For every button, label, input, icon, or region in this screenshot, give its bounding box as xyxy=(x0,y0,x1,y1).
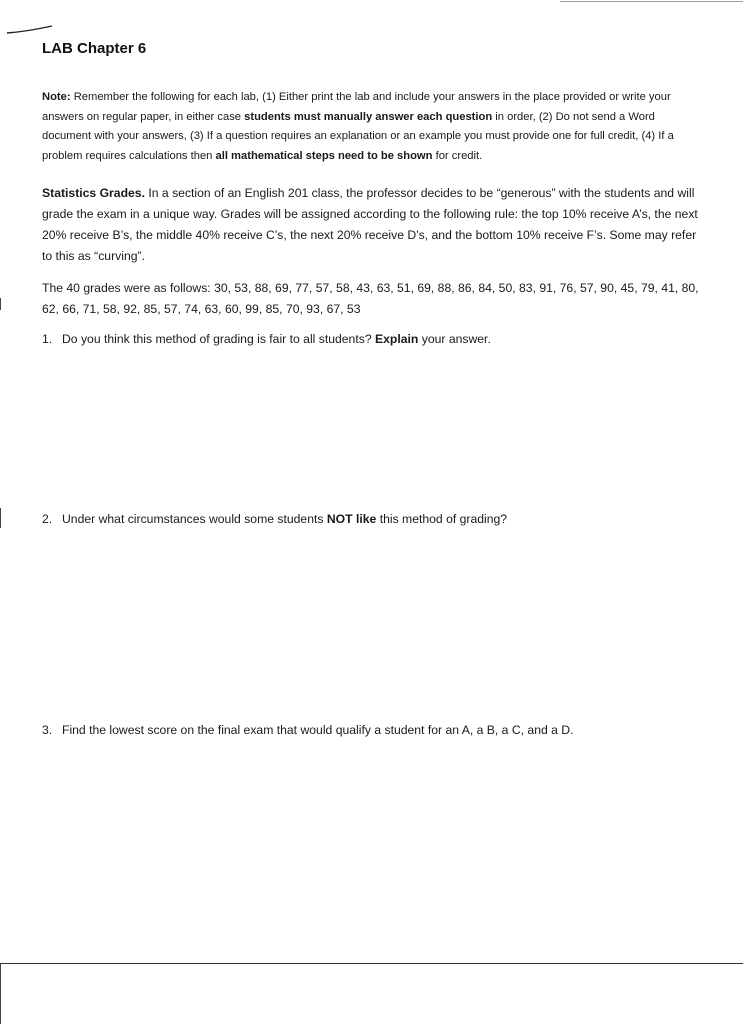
question-text: this method of grading? xyxy=(376,512,508,526)
question-emphasis: Explain xyxy=(374,332,419,346)
scan-edge-line xyxy=(560,1,743,2)
question-number: 2. xyxy=(42,512,53,526)
problem-intro xyxy=(42,183,702,267)
note-emphasis: all mathematical steps need to be shown xyxy=(215,149,433,162)
question-3 xyxy=(42,721,574,739)
question-emphasis: NOT like xyxy=(326,512,377,526)
intro-label: Statistics Grades. xyxy=(42,186,145,200)
intro-text: In a section of an English 201 class, the professor decides to be “generous” with the students and will grade the exam in a unique way. Grades will be assigned according to the following rule: the top 10% receive A’s, the next 20% receive B’s, the middle 40% receive C’s, the next 20% receive D’s, and the bottom 10% receive F’s. Some may refer to this as “curving”. xyxy=(42,186,698,263)
lab-note xyxy=(42,88,707,166)
question-text: Do you think this method of grading is fair to all students? xyxy=(62,332,375,346)
note-text: in order, (2) Do not send a Word document with your answers, (3) If a question requires an explanation or an example you must provide one for full credit, (4) If a problem requires calculations then xyxy=(42,110,674,162)
question-text: Under what circumstances would some students xyxy=(62,512,327,526)
note-emphasis: students must manually answer each question xyxy=(244,110,493,123)
pen-mark xyxy=(6,24,54,36)
question-text: Find the lowest score on the final exam that would qualify a student for an A, a B, a C, and a D. xyxy=(62,723,574,737)
page-title: LAB Chapter 6 xyxy=(42,40,147,57)
scan-edge-mark xyxy=(0,298,1,310)
scan-edge-mark xyxy=(0,964,1,1024)
question-2 xyxy=(42,510,507,528)
question-number: 1. xyxy=(42,332,53,346)
note-text: for credit. xyxy=(432,149,483,162)
question-number: 3. xyxy=(42,723,53,737)
scan-edge-mark xyxy=(0,508,1,528)
note-label: Note: xyxy=(42,91,71,103)
page-bottom-line xyxy=(0,963,743,964)
grades-list: The 40 grades were as follows: 30, 53, 88, 69, 77, 57, 58, 43, 63, 51, 69, 88, 86, 84, 50, 83, 91, 76, 57, 90, 45, 79, 41, 80, 62, 66, 71, 58, 92, 85, 57, 74, 63, 60, 99, 85, 70, 93, 67, 53 xyxy=(42,281,699,316)
question-text: your answer. xyxy=(418,332,491,346)
note-text: Remember the following for each lab, (1) Either print the lab and include your answers in the place provided or write your answers on regular paper, in either case xyxy=(42,91,671,123)
question-1 xyxy=(42,330,491,348)
